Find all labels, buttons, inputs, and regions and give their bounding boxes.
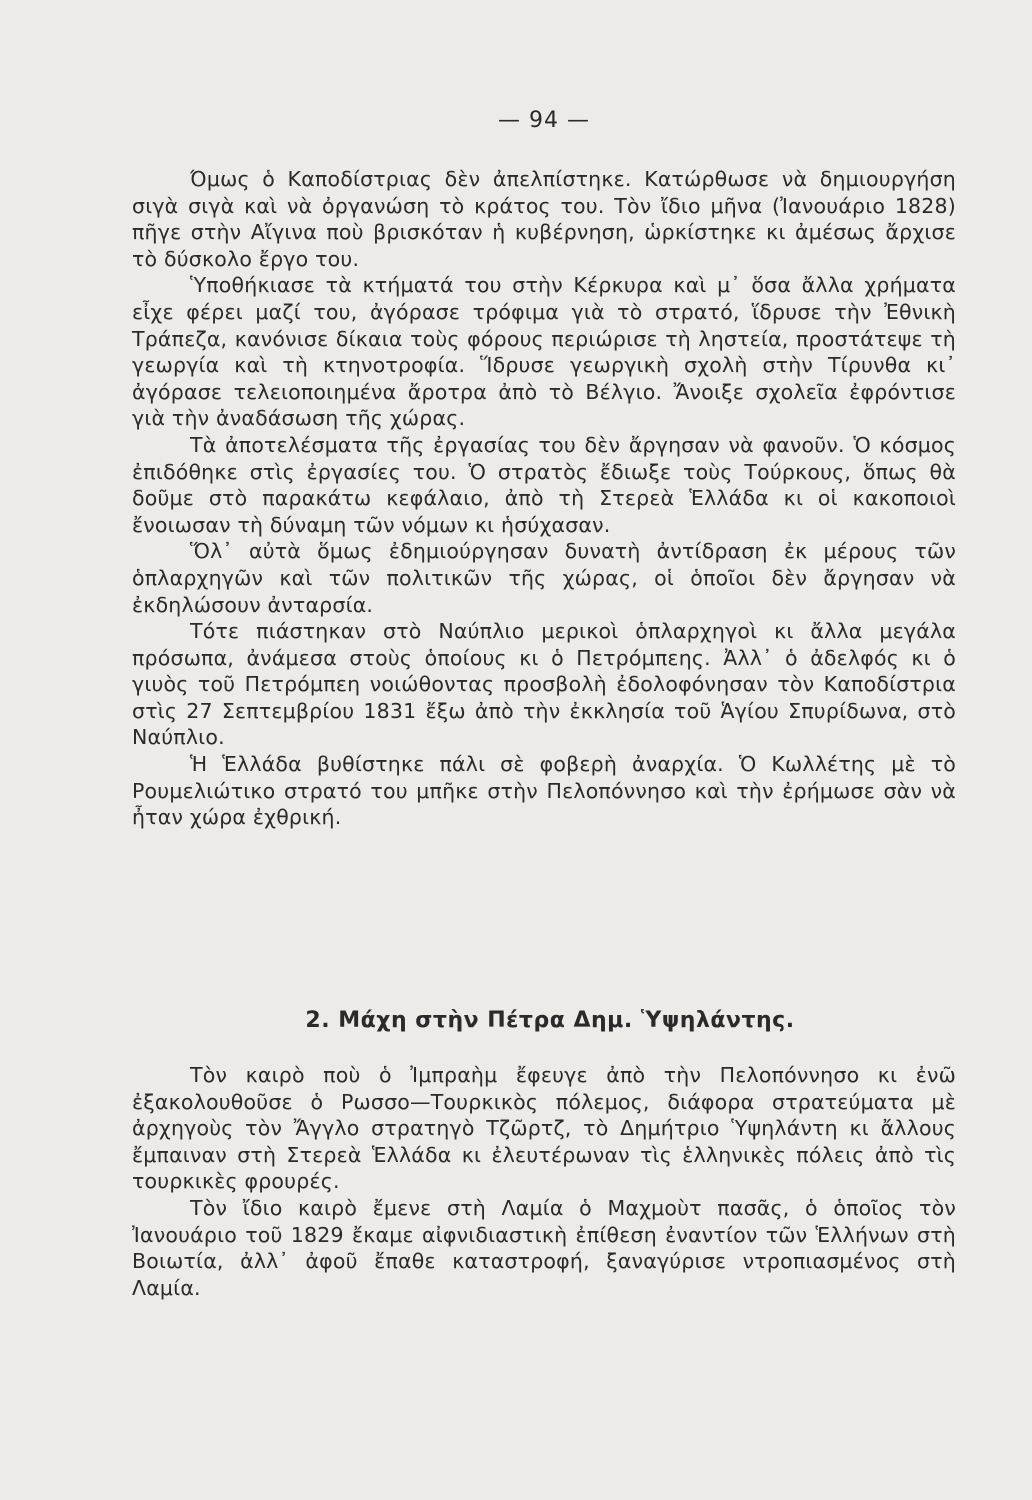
section-1-body [132,166,956,831]
paragraph: Ὑποθήκιασε τὰ κτήματά του στὴν Κέρκυρα καὶ μ᾽ ὅσα ἄλλα χρήματα εἶχε φέρει μαζί του, ἀγόρασε τρόφιμα γιὰ τὸ στρατό, ἵδρυσε τὴν Ἐθνικὴ Τράπεζα, κανόνισε δίκαια τοὺς φόρους περιώρισε τὴ ληστεία, προστάτεψε τὴ γεωργία καὶ τὴ κτηνοτροφία. Ἵδρυσε γεωργικὴ σχολὴ στὴν Τίρυνθα κι᾽ ἀγόρασε τελειοποιημένα ἄροτρα ἀπὸ τὸ Βέλγιο. Ἄνοιξε σχολεῖα ἐφρόντισε γιὰ τὴν ἀναδάσωση τῆς χώρας. [132,273,956,431]
section-heading: 2. Μάχη στὴν Πέτρα Δημ. Ὑψηλάντης. [305,1008,795,1033]
paragraph: Τὰ ἀποτελέσματα τῆς ἐργασίας του δὲν ἄργησαν νὰ φανοῦν. Ὁ κόσμος ἐπιδόθηκε στὶς ἐργασίες του. Ὁ στρατὸς ἔδιωξε τοὺς Τούρκους, ὅπως θὰ δοῦμε στὸ παρακάτω κεφάλαιο, ἀπὸ τὴ Στερεὰ Ἑλλάδα κι οἱ κακοποιοὶ ἔνοιωσαν τὴ δύναμη τῶν νόμων κι ἡσύχασαν. [132,432,956,537]
paragraph: Όμως ὁ Καποδίστριας δὲν ἀπελπίστηκε. Κατώρθωσε νὰ δημιουργήση σιγὰ σιγὰ καὶ νὰ ὀργανώση τὸ κράτος του. Τὸν ἴδιο μῆνα (Ἰανουάριο 1828) πῆγε στὴν Αἴγινα ποὺ βρισκόταν ἡ κυβέρνηση, ὡρκίστηκε κι ἀμέσως ἄρχισε τὸ δύσκολο ἔργο του. [132,167,956,271]
section-2-body [132,1062,956,1301]
paragraph: Ὅλ᾽ αὐτὰ ὅμως ἐδημιούργησαν δυνατὴ ἀντίδραση ἐκ μέρους τῶν ὁπλαρχηγῶν καὶ τῶν πολιτικῶν τῆς χώρας, οἱ ὁποῖοι δὲν ἄργησαν νὰ ἐκδηλώσουν ἀνταρσία. [132,539,956,617]
paragraph: Τότε πιάστηκαν στὸ Ναύπλιο μερικοὶ ὁπλαρχηγοὶ κι ἄλλα μεγάλα πρόσωπα, ἀνάμεσα στοὺς ὁποίους κι ὁ Πετρόμπεης. Ἀλλ᾽ ὁ ἀδελφός κι ὁ γιυὸς τοῦ Πετρόμπεη νοιώθοντας προσβολὴ ἐδολοφόνησαν τὸν Καποδίστρια στὶς 27 Σεπτεμβρίου 1831 ἔξω ἀπὸ τὴν ἐκκλησία τοῦ Ἁγίου Σπυρίδωνα, στὸ Ναύπλιο. [132,619,956,750]
paragraph: Τὸν καιρὸ ποὺ ὁ Ἰμπραὴμ ἔφευγε ἀπὸ τὴν Πελοπόννησο κι ἐνῶ ἐξακολουθοῦσε ὁ Ρωσσο—Τουρκικὸς πόλεμος, διάφορα στρατεύματα μὲ ἀρχηγοὺς τὸν Ἄγγλο στρατηγὸ Τζῶρτζ, τὸ Δημήτριο Ὑψηλάντη κι ἄλλους ἔμπαιναν στὴ Στερεὰ Ἑλλάδα κι ἐλευτέρωναν τὶς ἑλληνικὲς πόλεις ἀπὸ τὶς τουρκικὲς φρουρές. [132,1063,956,1194]
paragraph: Τὸν ἴδιο καιρὸ ἔμενε στὴ Λαμία ὁ Μαχμοὺτ πασᾶς, ὁ ὁποῖος τὸν Ἰανουάριο τοῦ 1829 ἔκαμε αἰφνιδιαστικὴ ἐπίθεση ἐναντίον τῶν Ἑλλήνων στὴ Βοιωτία, ἀλλ᾽ ἀφοῦ ἔπαθε καταστροφή, ξαναγύρισε ντροπιασμένος στὴ Λαμία. [132,1195,956,1300]
page-number: — 94 — [498,108,590,133]
paragraph: Ἡ Ἑλλάδα βυθίστηκε πάλι σὲ φοβερὴ ἀναρχία. Ὁ Κωλλέτης μὲ τὸ Ρουμελιώτικο στρατό του μπῆκε στὴν Πελοπόννησο καὶ τὴν ἐρήμωσε σὰν νὰ ἦταν χώρα ἐχθρική. [132,752,956,830]
